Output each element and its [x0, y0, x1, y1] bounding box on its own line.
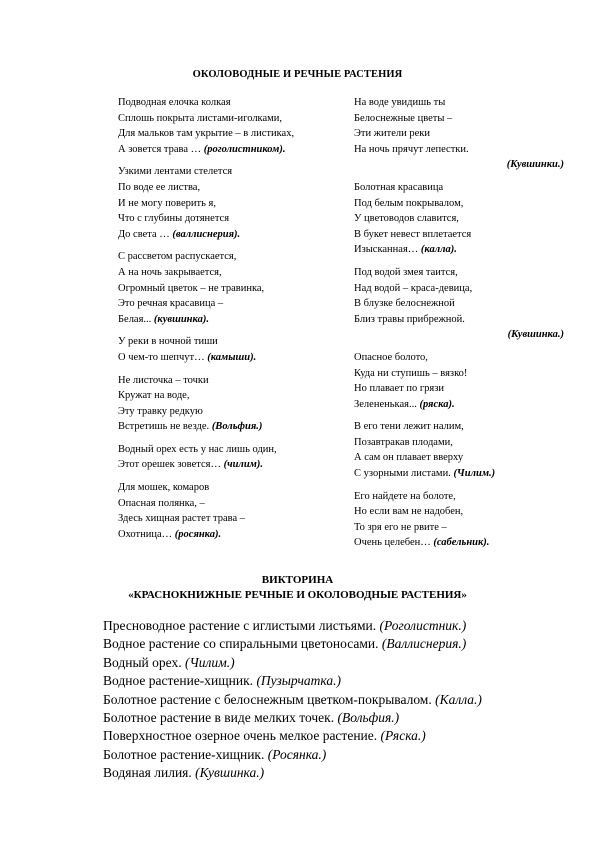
quiz-question: Водяная лилия.	[103, 765, 196, 781]
riddle-line	[354, 327, 564, 343]
riddle-text: О чем-то шепчут…	[118, 351, 208, 363]
riddle-line	[354, 242, 564, 258]
riddle-text: А сам он плавает вверху	[354, 452, 464, 464]
riddle-stanza	[118, 442, 353, 473]
quiz-item	[103, 727, 482, 745]
riddle-text: Эту травку редкую	[118, 405, 203, 417]
riddle-text: В его тени лежит налим,	[354, 421, 464, 433]
riddle-text: Его найдете на болоте,	[354, 490, 456, 502]
riddle-text: Огромный цветок – не травинка,	[118, 282, 265, 294]
riddle-line	[118, 373, 353, 389]
riddles-right-column	[354, 95, 564, 558]
riddle-text: Для мальков там укрытие – в листиках,	[118, 128, 295, 140]
quiz-answer: (Ряска.)	[380, 728, 426, 744]
riddle-text: Для мошек, комаров	[118, 482, 210, 494]
riddle-answer: (росянка).	[174, 528, 222, 540]
riddle-line	[354, 350, 564, 366]
riddle-line	[354, 95, 564, 111]
riddle-text: Опасная полянка, –	[118, 497, 205, 509]
quiz-question: Поверхностное озерное очень мелкое растение.	[103, 728, 381, 744]
riddle-line	[118, 419, 353, 435]
page-title: ОКОЛОВОДНЫЕ И РЕЧНЫЕ РАСТЕНИЯ	[192, 69, 403, 80]
riddle-line	[118, 281, 353, 297]
riddle-line	[118, 126, 353, 142]
riddle-stanza	[118, 164, 353, 242]
riddle-stanza	[118, 373, 353, 435]
riddle-text: Этот орешек зовется…	[118, 459, 224, 471]
riddle-line	[354, 504, 564, 520]
riddle-text: Но если вам не надобен,	[354, 506, 464, 518]
quiz-answer: (Кувшинка.)	[195, 765, 265, 781]
riddle-text: В блузке белоснежной	[354, 298, 455, 310]
riddle-text: Близ травы прибрежной.	[354, 313, 465, 325]
riddle-line	[118, 457, 353, 473]
quiz-question: Болотное растение с белоснежным цветком-покрывалом.	[103, 691, 436, 707]
riddle-line	[354, 312, 564, 328]
riddle-line	[354, 211, 564, 227]
riddle-line	[354, 366, 564, 382]
riddle-text: А зовется трава …	[118, 143, 204, 155]
riddle-text: До света …	[118, 228, 173, 240]
quiz-item	[103, 617, 482, 635]
quiz-answer: (Калла.)	[435, 691, 482, 707]
riddle-line	[354, 397, 564, 413]
riddle-text: Очень целебен…	[354, 537, 434, 549]
riddle-line	[118, 227, 353, 243]
riddle-text: Под белым покрывалом,	[354, 197, 464, 209]
riddle-line	[118, 211, 353, 227]
riddle-line	[354, 157, 564, 173]
riddle-stanza	[118, 95, 353, 157]
riddle-stanza	[354, 265, 564, 343]
riddle-line	[118, 496, 353, 512]
riddle-text: Белая...	[118, 313, 154, 325]
riddle-text: С рассветом распускается,	[118, 251, 237, 263]
riddle-answer: (Кувшинки.)	[506, 159, 564, 171]
quiz-answer: (Вольфия.)	[337, 709, 400, 725]
riddle-line	[118, 249, 353, 265]
riddle-stanza	[354, 489, 564, 551]
quiz-item	[103, 691, 482, 709]
riddle-answer: (сабельник).	[433, 537, 490, 549]
riddle-text: То зря его не рвите –	[354, 521, 447, 533]
riddle-text: Здесь хищная растет трава –	[118, 513, 246, 525]
riddle-answer: (калла).	[420, 244, 457, 256]
riddle-stanza	[118, 480, 353, 542]
riddle-text: Над водой – краса-девица,	[354, 282, 473, 294]
quiz-answer: (Роголистник.)	[379, 618, 467, 633]
riddle-text: Опасное болото,	[354, 351, 428, 363]
riddle-answer: (валлиснерия).	[172, 228, 241, 240]
riddle-stanza	[118, 334, 353, 365]
riddle-text: Узкими лентами стелется	[118, 166, 233, 178]
riddle-answer: (роголистником).	[203, 143, 286, 155]
quiz-item	[103, 635, 482, 653]
riddle-line	[118, 350, 353, 366]
riddle-text: Позавтракав плодами,	[354, 436, 453, 448]
riddle-line	[354, 489, 564, 505]
riddle-text: Куда ни ступишь – вязко!	[354, 367, 468, 379]
riddle-line	[354, 126, 564, 142]
riddles-left-column	[118, 95, 353, 549]
riddle-line	[354, 265, 564, 281]
riddle-stanza	[354, 180, 564, 258]
quiz-question: Водный орех.	[103, 654, 185, 670]
quiz-item	[103, 672, 482, 690]
riddle-text: Сплошь покрыта листами-иголками,	[118, 112, 283, 124]
riddle-answer: (Вольфия.)	[211, 421, 263, 433]
riddle-text: На воде увидишь ты	[354, 97, 446, 108]
riddle-line	[118, 312, 353, 328]
quiz-question: Водное растение со спиральными цветоносами.	[103, 636, 382, 652]
riddle-text: В букет невест вплетается	[354, 228, 472, 240]
riddle-text: Это речная красавица –	[118, 298, 224, 310]
riddle-answer: (ряска).	[419, 398, 455, 410]
riddle-text: Охотница…	[118, 528, 175, 540]
riddle-stanza	[354, 95, 564, 173]
quiz-answer: (Пузырчатка.)	[256, 673, 342, 689]
riddle-line	[118, 527, 353, 543]
riddle-line	[118, 180, 353, 196]
riddle-text: Но плавает по грязи	[354, 383, 444, 395]
riddle-line	[354, 435, 564, 451]
riddle-line	[118, 296, 353, 312]
riddle-text: Белоснежные цветы –	[354, 112, 453, 124]
riddle-text: Под водой змея таится,	[354, 266, 458, 278]
riddle-stanza	[354, 419, 564, 481]
riddle-line	[354, 466, 564, 482]
riddle-line	[354, 281, 564, 297]
riddle-line	[118, 388, 353, 404]
quiz-title-line-2: «КРАСНОКНИЖНЫЕ РЕЧНЫЕ И ОКОЛОВОДНЫЕ РАСТЕНИЯ»	[128, 589, 467, 601]
riddle-line	[118, 196, 353, 212]
quiz-answer: (Чилим.)	[184, 654, 235, 670]
riddle-text: Подводная елочка колкая	[118, 97, 231, 108]
riddle-line	[354, 296, 564, 312]
quiz-title-line-1: ВИКТОРИНА	[261, 574, 334, 586]
riddle-text: Изысканная…	[354, 244, 421, 256]
riddle-answer: (Кувшинка.)	[507, 329, 564, 341]
riddle-line	[118, 95, 353, 111]
riddle-line	[354, 535, 564, 551]
riddle-line	[354, 227, 564, 243]
quiz-item	[103, 709, 482, 727]
riddle-line	[354, 450, 564, 466]
riddle-line	[118, 142, 353, 158]
riddle-answer: (Чилим.)	[453, 468, 496, 480]
riddle-line	[118, 265, 353, 281]
riddle-text: Болотная красавица	[354, 181, 444, 193]
quiz-item	[103, 764, 482, 782]
quiz-answer: (Валлиснерия.)	[381, 636, 467, 652]
riddle-text: Эти жители реки	[354, 128, 431, 140]
riddle-text: И не могу поверить я,	[118, 197, 216, 209]
riddle-text: Зелененькая...	[354, 398, 420, 410]
riddle-line	[354, 111, 564, 127]
quiz-question: Болотное растение в виде мелких точек.	[103, 709, 338, 725]
riddle-text: Не листочка – точки	[118, 374, 209, 386]
riddle-text: С узорными листами.	[354, 468, 454, 480]
quiz-list	[103, 617, 482, 783]
quiz-item	[103, 654, 482, 672]
riddle-text: По воде ее листва,	[118, 181, 201, 193]
quiz-question: Водное растение-хищник.	[103, 673, 257, 689]
riddle-text: Встретишь не везде.	[118, 421, 212, 433]
riddle-line	[118, 111, 353, 127]
riddle-line	[354, 419, 564, 435]
riddle-line	[118, 334, 353, 350]
riddle-text: На ночь прячут лепестки.	[354, 143, 469, 155]
quiz-answer: (Росянка.)	[267, 746, 327, 762]
riddle-answer: (камыши).	[207, 351, 257, 363]
riddle-text: Водный орех есть у нас лишь один,	[118, 443, 277, 455]
riddle-line	[118, 511, 353, 527]
riddle-line	[354, 196, 564, 212]
riddle-line	[118, 164, 353, 180]
riddle-line	[354, 381, 564, 397]
riddle-text: Что с глубины дотянется	[118, 213, 230, 225]
riddle-answer: (кувшинка).	[153, 313, 209, 325]
quiz-title	[0, 573, 595, 603]
riddle-line	[354, 520, 564, 536]
riddle-answer: (чилим).	[223, 459, 263, 471]
riddle-text: У цветоводов славится,	[354, 213, 459, 225]
riddle-stanza	[354, 350, 564, 412]
riddle-text: Кружат на воде,	[118, 390, 190, 402]
quiz-question: Пресноводное растение с иглистыми листьями.	[103, 618, 380, 633]
riddle-line	[118, 442, 353, 458]
riddle-line	[118, 404, 353, 420]
riddle-text: У реки в ночной тиши	[118, 336, 218, 348]
riddle-line	[118, 480, 353, 496]
riddle-line	[354, 180, 564, 196]
riddle-stanza	[118, 249, 353, 327]
riddle-line	[354, 142, 564, 158]
riddle-text: А на ночь закрывается,	[118, 266, 222, 278]
quiz-item	[103, 746, 482, 764]
quiz-question: Болотное растение-хищник.	[103, 746, 268, 762]
